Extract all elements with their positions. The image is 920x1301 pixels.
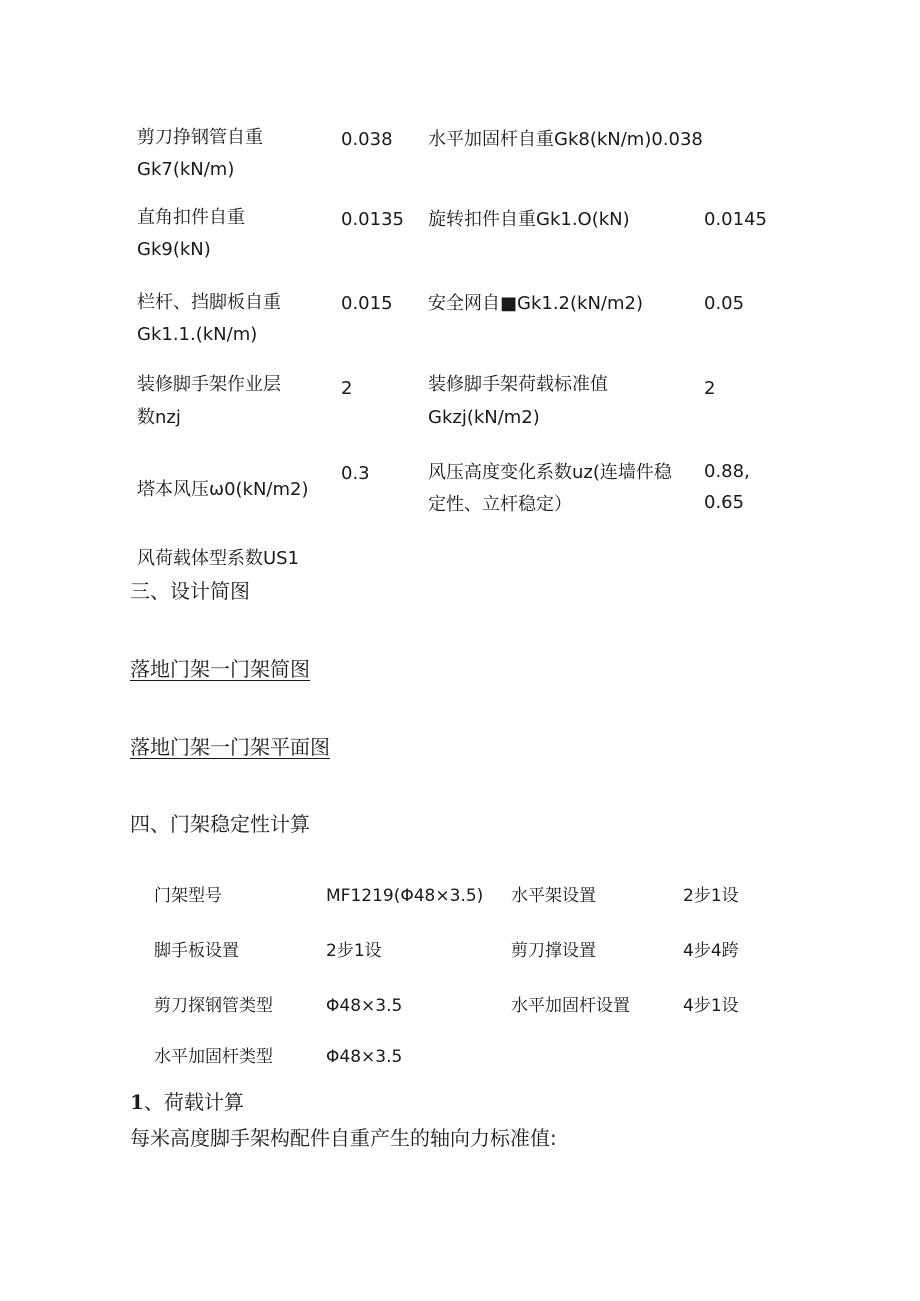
subsection1-number: 1 — [130, 1090, 144, 1114]
row2-right-label: 安全网自■Gk1.2(kN/m2) — [428, 293, 643, 314]
frame-row3-key1: 水平加固杆类型 — [154, 1047, 273, 1067]
row3-label-line1: 装修脚手架作业层 — [137, 374, 281, 395]
section3-title: 三、设计简图 — [130, 579, 250, 603]
row0-label-line1: 剪刀挣钢管自重 — [137, 127, 263, 148]
row4-value1: 0.3 — [341, 463, 370, 484]
frame-row0-key2: 水平架设置 — [511, 886, 596, 906]
frame-row1-val2: 4步4跨 — [683, 941, 739, 961]
row2-label-line1: 栏杆、挡脚板自重 — [137, 292, 281, 313]
subsection1-title — [130, 1086, 244, 1118]
row4-right-label-line2: 定性、立杆稳定） — [428, 494, 572, 515]
row5-label: 风荷载体型系数US1 — [137, 548, 300, 569]
row4-right-label-line1: 风压高度变化系数uz(连墙件稳 — [428, 462, 672, 483]
row1-value2: 0.0145 — [704, 209, 767, 230]
diagram-link-frame-plan[interactable]: 落地门架一门架平面图 — [130, 735, 330, 759]
subsection1-body: 每米高度脚手架构配件自重产生的轴向力标准值: — [130, 1126, 557, 1150]
row1-label-line1: 直角扣件自重 — [137, 207, 245, 228]
frame-row0-val2: 2步1设 — [683, 886, 739, 906]
frame-row2-key2: 水平加固杆设置 — [511, 996, 630, 1016]
row0-right-label: 水平加固杆自重Gk8(kN/m)0.038 — [428, 129, 703, 150]
row4-value2-line2: 0.65 — [704, 492, 745, 513]
section4-title: 四、门架稳定性计算 — [130, 812, 310, 836]
frame-row0-key1: 门架型号 — [154, 886, 222, 906]
row2-label-line2: Gk1.1.(kN/m) — [137, 324, 258, 345]
row0-label-line2: Gk7(kN/m) — [137, 159, 235, 180]
frame-row1-key1: 脚手板设置 — [154, 941, 239, 961]
row3-value2: 2 — [704, 378, 716, 399]
subsection1-title-text: 、荷载计算 — [143, 1090, 244, 1114]
frame-row1-val1: 2步1设 — [326, 941, 382, 961]
row2-value1: 0.015 — [341, 293, 393, 314]
frame-row0-val1: MF1219(Φ48×3.5) — [326, 886, 484, 906]
row3-label-line2: 数nzj — [137, 407, 181, 428]
frame-row2-val1: Φ48×3.5 — [326, 996, 403, 1016]
row1-label-line2: Gk9(kN) — [137, 239, 211, 260]
frame-row2-val2: 4步1设 — [683, 996, 739, 1016]
row0-value1: 0.038 — [341, 129, 393, 150]
row3-right-label-line1: 装修脚手架荷载标准值 — [428, 374, 608, 395]
frame-row2-key1: 剪刀探钢管类型 — [154, 996, 273, 1016]
row3-value1: 2 — [341, 378, 353, 399]
row1-value1: 0.0135 — [341, 209, 404, 230]
row3-right-label-line2: Gkzj(kN/m2) — [428, 407, 540, 428]
row4-label: 塔本风压ω0(kN/m2) — [137, 479, 309, 500]
frame-row3-val1: Φ48×3.5 — [326, 1047, 403, 1067]
diagram-link-frame-elevation[interactable]: 落地门架一门架简图 — [130, 657, 310, 681]
row1-right-label: 旋转扣件自重Gk1.O(kN) — [428, 209, 630, 230]
row2-value2: 0.05 — [704, 293, 745, 314]
frame-row1-key2: 剪刀撑设置 — [511, 941, 596, 961]
row4-value2-line1: 0.88, — [704, 461, 750, 482]
